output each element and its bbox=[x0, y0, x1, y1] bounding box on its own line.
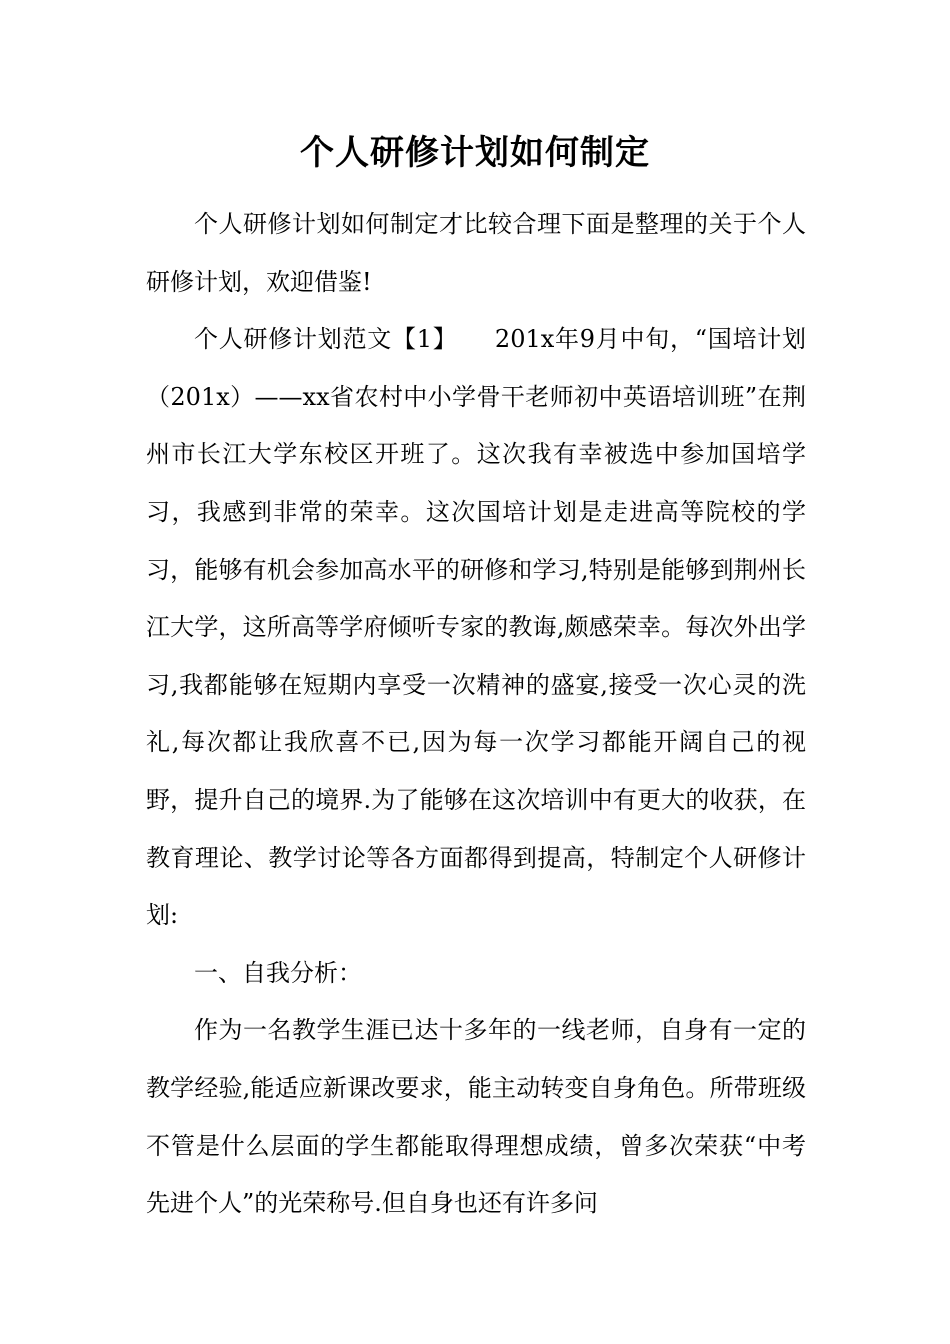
document-body bbox=[146, 196, 806, 1233]
self-analysis-paragraph: 作为一名教学生涯已达十多年的一线老师，自身有一定的教学经验,能适应新课改要求，能主动转变自身角色。所带班级不管是什么层面的学生都能取得理想成绩，曾多次荣获“中考先进个人”的光荣称号.但自身也还有许多问 bbox=[146, 1016, 806, 1218]
section-heading: 一、自我分析： bbox=[194, 958, 362, 987]
intro-paragraph: 个人研修计划如何制定才比较合理下面是整理的关于个人研修计划，欢迎借鉴! bbox=[146, 210, 806, 296]
document-title: 个人研修计划如何制定 bbox=[300, 133, 650, 173]
sample-paragraph: 个人研修计划范文【1】 201x年9月中旬，“国培计划（201x）——xx省农村中小学骨干老师初中英语培训班”在荆州市长江大学东校区开班了。这次我有幸被选中参加国培学习，我感到非常的荣幸。这次国培计划是走进高等院校的学习，能够有机会参加高水平的研修和学习,特别是能够到荆州长江大学，这所高等学府倾听专家的教诲,颇感荣幸。每次外出学习,我都能够在短期内享受一次精神的盛宴,接受一次心灵的洗礼,每次都让我欣喜不已,因为每一次学习都能开阔自己的视野，提升自己的境界.为了能够在这次培训中有更大的收获，在教育理论、教学讨论等各方面都得到提高，特制定个人研修计划: bbox=[146, 325, 806, 930]
